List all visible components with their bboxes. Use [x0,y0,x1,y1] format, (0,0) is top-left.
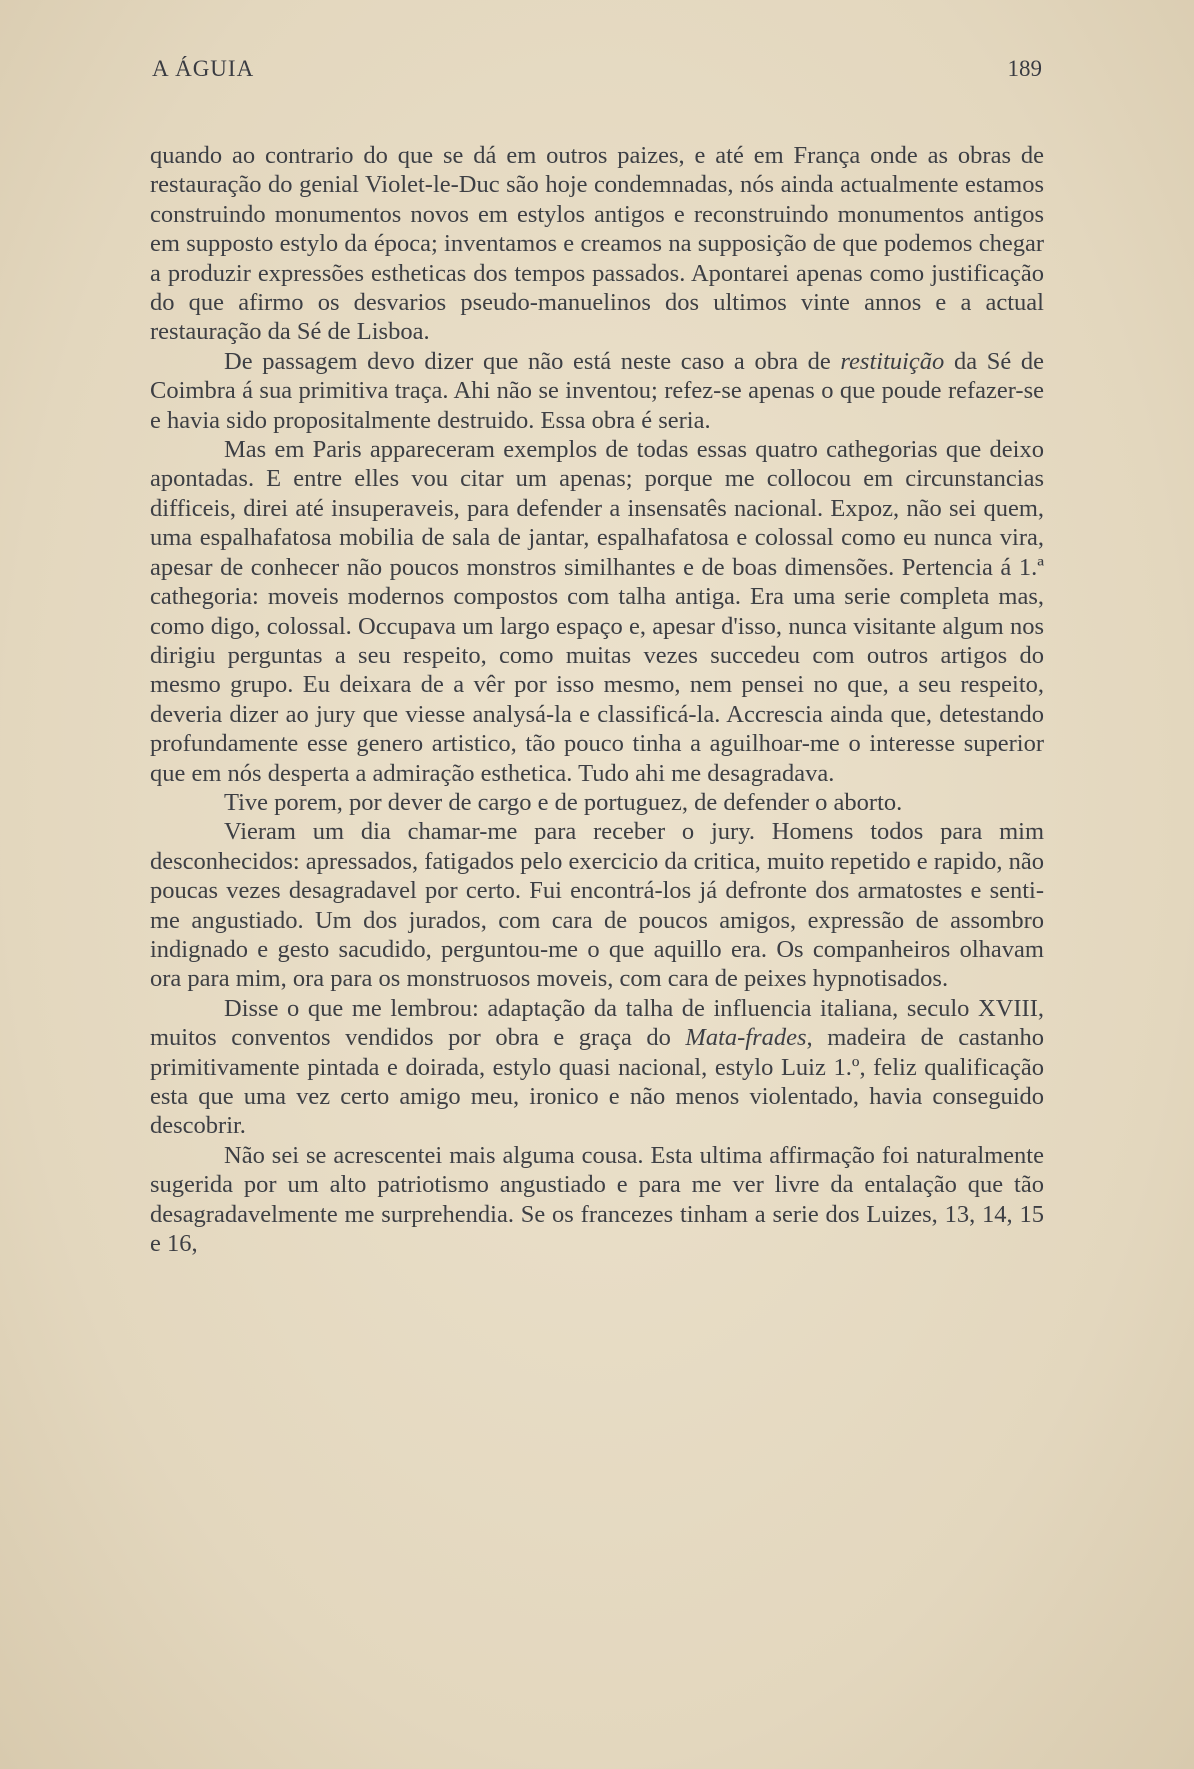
italic-term: restituição [840,347,945,375]
paragraph [150,347,1044,435]
text-run: Disse o que me lembrou: adaptação da talha de influencia italiana, seculo XVIII, muitos conventos vendidos por obra e graça do [150,994,1044,1052]
text-run: Não sei se acrescentei mais alguma cousa. Esta ultima affirmação foi naturalmente sugerida por um alto patriotismo angustiado e para me ver livre da entalação que tão desagradavelmente me surprehendia. Se os francezes tinham a serie dos Luizes, 13, 14, 15 e 16, [150,1141,1044,1258]
text-run: quando ao contrario do que se dá em outros paizes, e até em França onde as obras de restauração do genial Violet-le-Duc são hoje condemnadas, nós ainda actualmente estamos construindo monumentos novos em estylos antigos e reconstruindo monumentos antigos em supposto estylo da época; inventamos e creamos na supposição de que podemos chegar a produzir expressões estheticas dos tempos passados. Apontarei apenas como justificação do que afirmo os desvarios pseudo-manuelinos dos ultimos vinte annos e a actual restauração da Sé de Lisboa. [150,142,1044,346]
paragraph [150,1141,1044,1259]
text-run: Mas em Paris appareceram exemplos de todas essas quatro cathegorias que deixo apontadas. E entre elles vou citar um apenas; porque me collocou em circunstancias difficeis, direi até insuperaveis, para defender a insensatês nacional. Expoz, não sei quem, uma espalhafatosa mobilia de sala de jantar, espalhafatosa e colossal como eu nunca vira, apesar de conhecer não poucos monstros similhantes e de boas dimensões. Pertencia á 1.ª cathegoria: moveis modernos compostos com talha antiga. Era uma serie completa mas, como digo, colossal. Occupava um largo espaço e, apesar d'isso, nunca visitante algum nos dirigiu perguntas a seu respeito, como muitas vezes succedeu com outros artigos do mesmo grupo. Eu deixara de a vêr por isso mesmo, nem pensei no que, a seu respeito, deveria dizer ao jury que viesse analysá-la e classificá-la. Accrescia ainda que, detestando profundamente esse genero artistico, tão pouco tinha a aguilhoar-me o interesse superior que em nós desperta a admiração esthetica. Tudo ahi me desagradava. [150,436,1044,787]
italic-term: Mata-frades [685,1024,807,1052]
page-header [152,56,1042,90]
paragraph [150,994,1044,1141]
running-title: A ÁGUIA [152,56,255,81]
text-run: , madeira de castanho primitivamente pintada e doirada, estylo quasi nacional, estylo Luiz 1.º, feliz qualificação esta que uma vez certo amigo meu, ironico e não menos violentado, havia conseguido descobrir. [150,1024,1045,1140]
text-run: Tive porem, por dever de cargo e de portuguez, de defender o aborto. [224,788,903,816]
paragraph [150,435,1044,788]
page-number: 189 [1007,56,1042,81]
paragraph [150,817,1044,993]
paragraph [150,788,1044,817]
body-text [150,141,1044,1258]
text-run: Vieram um dia chamar-me para receber o jury. Homens todos para mim desconhecidos: apressados, fatigados pelo exercicio da critica, muito repetido e rapido, não poucas vezes desagradavel por certo. Fui encontrá-los já defronte dos armatostes e senti-me angustiado. Um dos jurados, com cara de poucos amigos, expressão de assombro indignado e gesto sacudido, perguntou-me o que aquillo era. Os companheiros olhavam ora para mim, ora para os monstruosos moveis, com cara de peixes hypnotisados. [150,818,1044,993]
text-run: De passagem devo dizer que não está neste caso a obra de [224,347,841,375]
text-run: da Sé de Coimbra á sua primitiva traça. Ahi não se inventou; refez-se apenas o que poude refazer-se e havia sido propositalmente destruido. Essa obra é seria. [150,347,1045,434]
paragraph [150,141,1044,347]
